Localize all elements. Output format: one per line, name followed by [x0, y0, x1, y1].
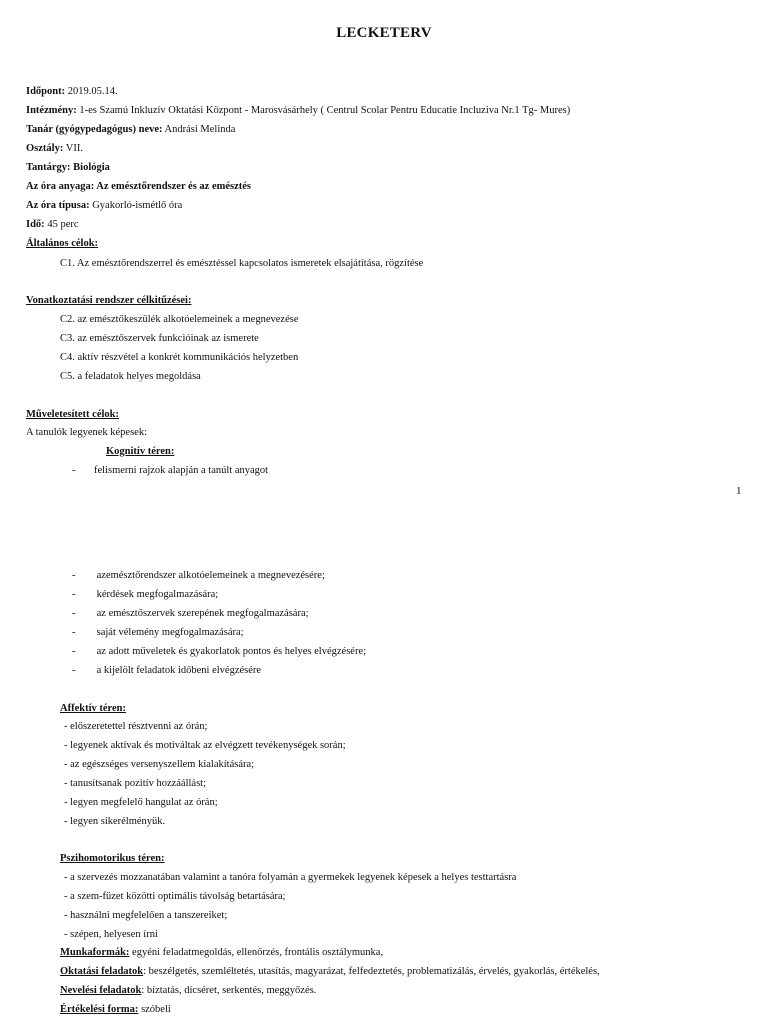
- tanar-label: Tanár (gyógypedagógus) neve:: [26, 124, 163, 135]
- ido-line: [26, 218, 79, 232]
- ertekelesi-label: Értékelési forma:: [60, 1004, 139, 1015]
- munkaformak-line: [60, 946, 383, 960]
- muveletesitett-heading: Műveletesített célok:: [26, 409, 119, 420]
- kognitiv-heading: Kognitív téren:: [106, 446, 175, 457]
- kognitiv-item-text: azemésztőrendszer alkotóelemeinek a megnevezésére;: [94, 570, 325, 581]
- idopont-value: 2019.05.14.: [65, 86, 118, 97]
- intezmeny-line: [26, 104, 570, 118]
- affektiv-item: - tanusítsanak pozitív hozzáállást;: [64, 778, 206, 789]
- osztaly-label: Osztály:: [26, 143, 64, 154]
- nevelesi-label: Nevelési feladatok: [60, 985, 142, 996]
- vonatkoztatasi-item: C3. az emésztőszervek funkcióinak az ismerete: [60, 333, 259, 344]
- altalanos-item: C1. Az emésztőrendszerrel és emésztéssel kapcsolatos ismeretek elsajátítása, rögzítése: [60, 258, 424, 269]
- kognitiv-item-text: az adott műveletek és gyakorlatok pontos és helyes elvégzésére;: [94, 646, 367, 657]
- tipusa-line: [26, 199, 182, 213]
- munkaformak-label: Munkaformák:: [60, 947, 130, 958]
- nevelesi-value: : bíztatás, dícséret, serkentés, meggyőzés.: [141, 985, 317, 996]
- pszihomotorikus-item: - használni megfelelően a tanszereiket;: [64, 910, 228, 921]
- affektiv-item: - legyen sikerélményük.: [64, 816, 166, 827]
- kognitiv-item-text: kérdések megfogalmazására;: [94, 589, 219, 600]
- altalanos-heading: Általános célok:: [26, 238, 99, 249]
- pszihomotorikus-item: - szépen, helyesen írni: [64, 929, 158, 940]
- kognitiv-item: - a kijelölt feladatok időbeni elvégzésére: [72, 665, 262, 676]
- ertekelesi-line: [60, 1003, 171, 1017]
- kognitiv-item: - saját vélemény megfogalmazására;: [72, 627, 244, 638]
- kognitiv-item-text: a kijelölt feladatok időbeni elvégzésére: [94, 665, 262, 676]
- kognitiv-item: - az emésztőszervek szerepének megfogalmazására;: [72, 608, 309, 619]
- tanar-line: [26, 123, 235, 137]
- page-number: 1: [736, 485, 742, 497]
- idopont-line: [26, 85, 118, 99]
- ido-value: 45 perc: [44, 219, 79, 230]
- intezmeny-label: Intézmény:: [26, 105, 77, 116]
- pszihomotorikus-heading: Pszihomotorikus téren:: [60, 853, 165, 864]
- affektiv-item: - az egészséges versenyszellem kialakítására;: [64, 759, 255, 770]
- oktatasi-value: : beszélgetés, szemléltetés, utasítás, magyarázat, felfedeztetés, problematizálás, érvelés, gyakorlás, értékelés,: [143, 966, 600, 977]
- affektiv-heading: Affektív téren:: [60, 703, 126, 714]
- kognitiv-item: - az adott műveletek és gyakorlatok pontos és helyes elvégzésére;: [72, 646, 367, 657]
- munkaformak-value: egyéni feladatmegoldás, ellenőrzés, frontális osztálymunka,: [129, 947, 384, 958]
- affektiv-item: - legyen megfelelő hangulat az órán;: [64, 797, 218, 808]
- kognitiv-item: - azemésztőrendszer alkotóelemeinek a megnevezésére;: [72, 570, 325, 581]
- document-title: LECKETERV: [336, 25, 432, 41]
- kognitiv-item: - kérdések megfogalmazására;: [72, 589, 219, 600]
- intezmeny-value: 1-es Szamú Inkluzív Oktatási Központ - Marosvásárhely ( Centrul Scolar Pentru Educatie Incluziva Nr.1 Tg- Mures): [76, 105, 571, 116]
- kognitiv-item-text: az emésztőszervek szerepének megfogalmazására;: [94, 608, 309, 619]
- oktatasi-label: Oktatási feladatok: [60, 966, 144, 977]
- osztaly-value: VII.: [63, 143, 83, 154]
- nevelesi-line: [60, 984, 316, 998]
- tantargy-label: Tantárgy:: [26, 162, 71, 173]
- anyaga-line: [26, 180, 251, 194]
- idopont-label: Időpont:: [26, 86, 66, 97]
- kognitiv-item-text: felismerni rajzok alapján a tanúlt anyagot: [94, 465, 269, 476]
- affektiv-item: - előszeretettel résztvenni az órán;: [64, 721, 208, 732]
- tantargy-value: Biológia: [70, 162, 110, 173]
- tantargy-line: [26, 161, 110, 175]
- vonatkoztatasi-item: C4. aktív részvétel a konkrét kommunikációs helyzetben: [60, 352, 299, 363]
- anyaga-value: Az emésztőrendszer és az emésztés: [94, 181, 252, 192]
- affektiv-item: - legyenek aktívak és motiváltak az elvégzett tevékenységek során;: [64, 740, 346, 751]
- kognitiv-item: - felismerni rajzok alapján a tanúlt anyagot: [72, 465, 269, 476]
- oktatasi-line: [60, 965, 600, 979]
- tipusa-label: Az óra típusa:: [26, 200, 90, 211]
- kognitiv-item-text: saját vélemény megfogalmazására;: [94, 627, 244, 638]
- vonatkoztatasi-item: C5. a feladatok helyes megoldása: [60, 371, 201, 382]
- pszihomotorikus-item: - a szervezés mozzanatában valamint a tanóra folyamán a gyermekek legyenek képesek a helyes testtartásra: [64, 872, 517, 883]
- ido-label: Idő:: [26, 219, 45, 230]
- vonatkoztatasi-heading: Vonatkoztatási rendszer célkitűzései:: [26, 295, 192, 306]
- tipusa-value: Gyakorló-ismétlő óra: [89, 200, 183, 211]
- ertekelesi-value: szóbeli: [138, 1004, 171, 1015]
- muveletesitett-intro: A tanulók legyenek képesek:: [26, 427, 148, 438]
- osztaly-line: [26, 142, 83, 156]
- tanar-value: Andrási Melinda: [162, 124, 236, 135]
- pszihomotorikus-item: - a szem-füzet közötti optimális távolság betartására;: [64, 891, 286, 902]
- anyaga-label: Az óra anyaga:: [26, 181, 95, 192]
- vonatkoztatasi-item: C2. az emésztőkeszülék alkotóelemeinek a megnevezése: [60, 314, 299, 325]
